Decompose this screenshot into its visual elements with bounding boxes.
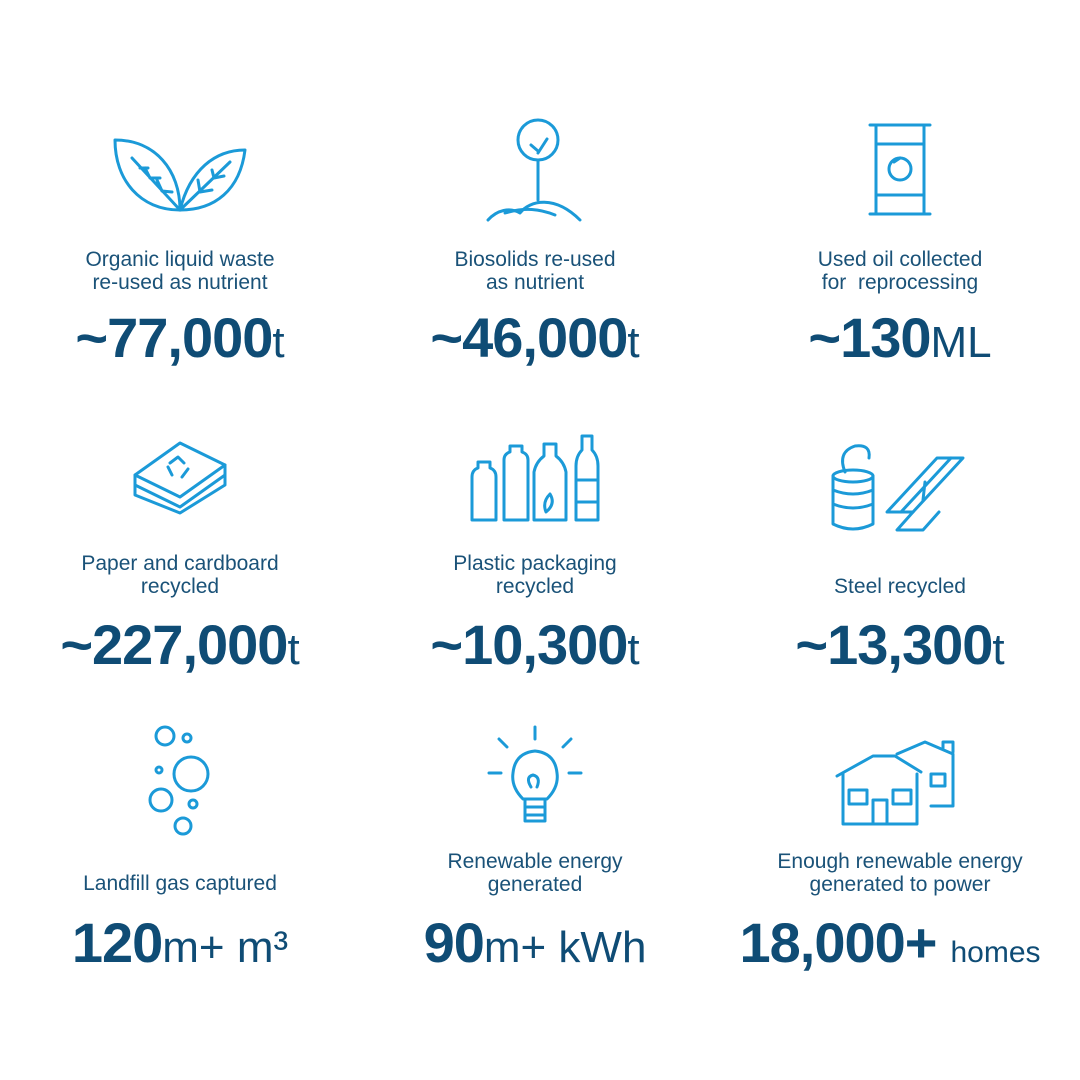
stat-used-oil (720, 0, 1080, 380)
label-line-2: re-used as nutrient (92, 271, 268, 294)
stat-value: 120 (71, 911, 163, 974)
label-line-1: Enough renewable energy (777, 850, 1023, 873)
label-line-2: as nutrient (485, 271, 585, 294)
label-line-1: Paper and cardboard (81, 552, 279, 575)
stat-unit: ML (930, 318, 992, 367)
label-line-2: generated (487, 873, 583, 896)
tree-on-hill-icon (485, 115, 585, 225)
label-line-2: generated to power (809, 873, 991, 896)
stat-unit: t (272, 318, 285, 367)
stat-value: ~10,300 (430, 613, 628, 676)
stat-unit: m+ m³ (162, 923, 289, 972)
label-line-1: Plastic packaging (453, 552, 617, 575)
stat-value: ~13,300 (795, 613, 993, 676)
stat-unit: t (992, 625, 1005, 674)
label-line-2: for reprocessing (821, 271, 979, 294)
oil-barrel-icon (860, 122, 940, 217)
stat-value: 18,000+ (739, 911, 937, 974)
stat-landfill-gas (0, 700, 360, 1080)
houses-icon (835, 740, 965, 830)
stat-organic-liquid-waste (0, 0, 360, 380)
stat-homes-powered (720, 700, 1080, 1080)
label-line-1: Steel recycled (834, 575, 966, 598)
stat-unit: t (287, 625, 300, 674)
plastic-bottles-icon (464, 432, 606, 524)
light-bulb-icon (487, 725, 583, 825)
stat-biosolids (355, 0, 715, 380)
stat-unit: homes (950, 936, 1041, 969)
stat-value: ~130 (808, 306, 931, 369)
stat-renewable-energy (355, 700, 715, 1080)
stat-unit: t (627, 318, 640, 367)
gas-bubbles-icon (145, 724, 215, 836)
stat-value: ~77,000 (75, 306, 273, 369)
label-line-1: Used oil collected (817, 248, 983, 271)
steel-can-beam-icon (827, 442, 973, 534)
label-line-1: Landfill gas captured (83, 872, 277, 895)
stat-value: ~46,000 (430, 306, 628, 369)
stat-plastic-packaging (355, 380, 715, 700)
stat-value: ~227,000 (60, 613, 288, 676)
label-line-2: recycled (140, 575, 220, 598)
label-line-2: recycled (495, 575, 575, 598)
stat-paper-cardboard (0, 380, 360, 700)
leaves-icon (110, 130, 250, 215)
stat-unit: t (627, 625, 640, 674)
stat-steel (720, 380, 1080, 700)
stat-unit: m+ kWh (483, 923, 647, 972)
label-line-1: Organic liquid waste (85, 248, 275, 271)
label-line-1: Biosolids re-used (454, 248, 616, 271)
stat-value: 90 (423, 911, 484, 974)
recycled-paper-stack-icon (130, 435, 230, 515)
label-line-1: Renewable energy (447, 850, 623, 873)
